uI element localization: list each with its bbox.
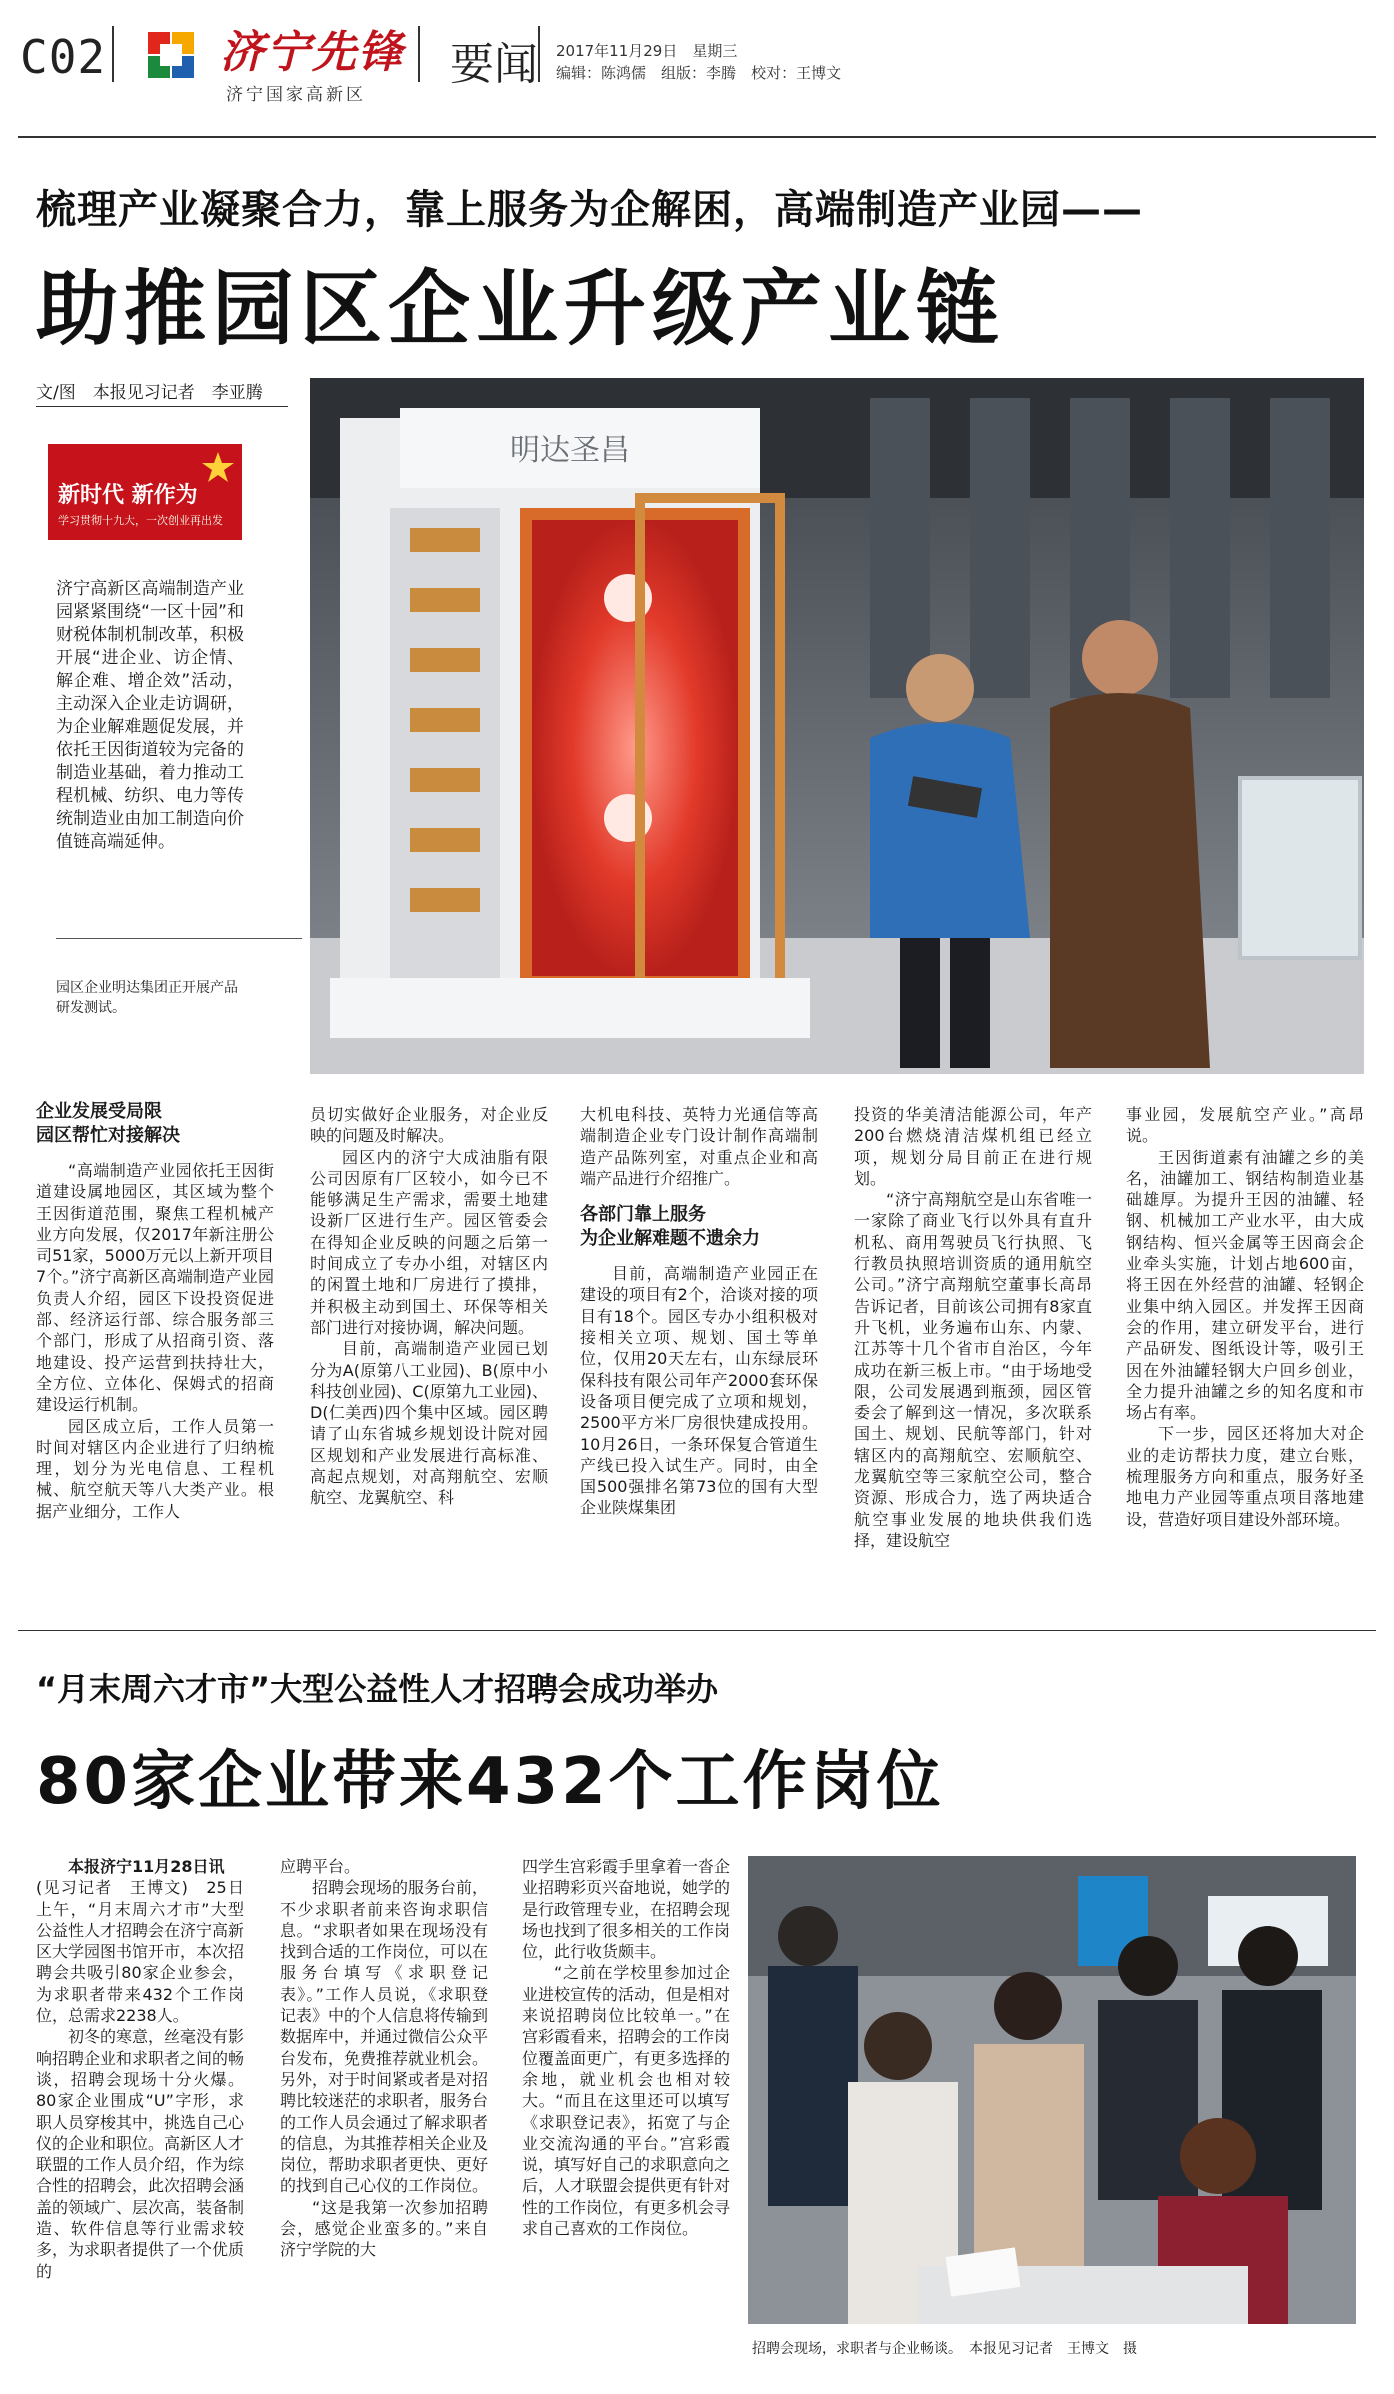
lead-rule [56, 938, 302, 939]
paragraph: 园区成立后，工作人员第一时间对辖区内企业进行了归纳梳理，划分为光电信息、工程机械、航空航天等八大类产业。根据产业细分，工作人 [36, 1416, 274, 1521]
dateline [556, 40, 737, 61]
byline-rule [36, 406, 288, 407]
paragraph: 投资的华美清洁能源公司，年产200台燃烧清洁煤机组已经立项，规划分局目前正在进行规划。 [854, 1105, 1092, 1188]
banner-subtitle: 学习贯彻十九大，一次创业再出发 [58, 514, 223, 527]
divider [418, 26, 420, 82]
job-fair-photo [748, 1856, 1356, 2324]
article1-kicker: 梳理产业凝聚合力，靠上服务为企解困，高端制造产业园—— [36, 187, 1143, 233]
article1-subhead-2: 各部门靠上服务 为企业解难题不遗余力 [580, 1204, 760, 1250]
article1-photo [310, 378, 1364, 1074]
article1-byline: 文/图 本报见习记者 李亚腾 [36, 383, 263, 403]
product-testing-photo [310, 378, 1364, 1074]
star-icon [200, 450, 236, 486]
weekday: 星期三 [692, 42, 738, 60]
article2-column-2 [280, 1856, 488, 2261]
article1-lead: 济宁高新区高端制造产业园紧紧围绕“一区十园”和财税体制机制改革，积极开展“进企业、访企情、解企难、增企效”活动，主动深入企业走访调研，为企业解难题促发展，并依托王因街道较为完备的制造业基础，着力推动工程机械、纺织、电力等传统制造业由加工制造向价值链高端延伸。 [56, 579, 244, 852]
paragraph: 招聘会现场的服务台前，不少求职者前来咨询求职信息。“求职者如果在现场没有找到合适的工作岗位，可以在服务台填写《求职登记表》。”工作人员说，《求职登记表》中的个人信息将传输到数据库中，并通过微信公众平台发布，免费推荐就业机会。另外，对于时间紧或者是对招聘比较迷茫的求职者，服务台的工作人员会通过了解求职者的信息，为其推荐相关企业及岗位，帮助求职者更快、更好的找到自己心仪的工作岗位。 [280, 1878, 489, 2196]
paragraph: “这是我第一次参加招聘会，感觉企业蛮多的。”来自济宁学院的大 [280, 2197, 488, 2260]
article1-column-2 [310, 1104, 548, 1509]
divider [112, 26, 114, 82]
paragraph: 目前，高端制造产业园正在建设的项目有2个，洽谈对接的项目有18个。园区专办小组积极对接相关立项、规划、国土等单位，仅用20天左右，山东绿辰环保科技有限公司年产2000套环保设备项目便完成了立项和规划，2500平方米厂房很快建成投用。10月26日，一条环保复合管道生产线已投入试生产。同时，由全国500强排名第73位的国有大型企业陕煤集团 [580, 1264, 818, 1518]
paragraph: 初冬的寒意，丝毫没有影响招聘企业和求职者之间的畅谈，招聘会现场十分火爆。80家企业围成“U”字形，求职人员穿梭其中，挑选自己心仪的企业和职位。高新区人才联盟的工作人员介绍，作为综合性的招聘会，此次招聘会涵盖的领域广、层次高，装备制造、软件信息等行业需求较多，为求职者提供了一个优质的 [36, 2027, 245, 2281]
proofreader: 校对：王博文 [751, 64, 842, 82]
paragraph: 大机电科技、英特力光通信等高端制造企业专门设计制作高端制造产品陈列室，对重点企业和高端产品进行介绍推广。 [580, 1105, 818, 1188]
date: 2017年11月29日 [556, 42, 678, 60]
staff-credits [556, 62, 841, 83]
article1-column-5 [1126, 1104, 1364, 1530]
masthead [0, 0, 1394, 140]
paragraph: 园区内的济宁大成油脂有限公司因原有厂区较小，如今已不能够满足生产需求，需要土地建设新厂区进行生产。园区管委会在得知企业反映的问题之后第一时间成立了专办小组，对辖区内的闲置土地和厂房进行了摸排，并积极主动到国土、环保等相关部门进行对接协调，解决问题。 [310, 1147, 548, 1337]
section-name: 要闻 [450, 39, 538, 90]
newspaper-logo-icon [144, 28, 198, 82]
paper-name: 济宁先锋 [220, 27, 404, 78]
paragraph: 员切实做好企业服务，对企业反映的问题及时解决。 [310, 1105, 548, 1146]
article-divider [18, 1630, 1376, 1631]
paragraph: 王因街道素有油罐之乡的美名，油罐加工、钢结构制造业基础雄厚。为提升王因的油罐、轻钢、机械加工产业水平，由大成钢结构、恒兴金属等王因商会企业牵头实施，计划占地600亩，将王因在外经营的油罐、轻钢企业集中纳入园区。并发挥王因商会的作用，建立研发平台，进行产品研发、图纸设计等，吸引王因在外油罐轻钢大户回乡创业，全力提升油罐之乡的知名度和市场占有率。 [1126, 1147, 1364, 1423]
paragraph: 目前，高端制造产业园已划分为A(原第八工业园)、B(原中小科技创业园)、C(原第九工业园)、D(仁美西)四个集中区域。园区聘请了山东省城乡规划设计院对园区规划和产业发展进行高标准、高起点规划，对高翔航空、宏顺航空、龙翼航空、科 [310, 1339, 548, 1508]
paper-subtitle: 济宁国家高新区 [226, 85, 366, 105]
paragraph: “之前在学校里参加过企业进校宣传的活动，但是相对来说招聘岗位比较单一。”在宫彩霞看来，招聘会的工作岗位覆盖面更广，有更多选择的余地，就业机会也相对较大。“而且在这里还可以填写《求职登记表》，拓宽了与企业交流沟通的平台。”宫彩霞说，填写好自己的求职意向之后，人才联盟会提供更有针对性的工作岗位，有更多机会寻求自己喜欢的工作岗位。 [522, 1963, 731, 2239]
dateline: 本报济宁11月28日讯 [68, 1857, 225, 1876]
article2-photo-caption: 招聘会现场，求职者与企业畅谈。 本报见习记者 王博文 摄 [752, 2341, 1137, 2357]
article2-kicker: “月末周六才市”大型公益性人才招聘会成功举办 [36, 1670, 719, 1708]
article1-headline: 助推园区企业升级产业链 [36, 262, 1005, 357]
divider [538, 26, 540, 82]
layout-editor: 组版：李腾 [661, 64, 737, 82]
paragraph: 事业园，发展航空产业。”高昂说。 [1126, 1105, 1364, 1146]
paragraph: 应聘平台。 [280, 1857, 361, 1876]
masthead-rule [18, 136, 1376, 138]
paragraph: “高端制造产业园依托王因街道建设属地园区，其区域为整个王因街道范围，聚焦工程机械产业方向发展，仅2017年新注册公司51家，5000万元以上新开项目7个。”济宁高新区高端制造产业园负责人介绍，园区下设投资促进部、经济运行部、综合服务部三个部门，形成了从招商引资、落地建设、投产运营到扶持壮大，全方位、立体化、保姆式的招商建设运行机制。 [36, 1161, 274, 1415]
editor: 编辑：陈鸿儒 [556, 64, 647, 82]
article2-photo [748, 1856, 1356, 2324]
article2-column-1 [36, 1856, 244, 2282]
article1-column-1 [36, 1100, 274, 1522]
paragraph: “济宁高翔航空是山东省唯一一家除了商业飞行以外具有直升机私、商用驾驶员飞行执照、飞行教员执照培训资质的通用航空公司。”济宁高翔航空董事长高昂告诉记者，目前该公司拥有8家直升飞机，业务遍布山东、内蒙、江苏等十几个省市自治区，今年成功在新三板上市。“由于场地受限，公司发展遇到瓶颈，园区管委会了解到这一情况，多次联系国土、规划、民航等部门，针对辖区内的高翔航空、宏顺航空、龙翼航空等三家航空公司，整合资源、形成合力，选了两块适合航空事业发展的地块供我们选择，建设航空 [854, 1190, 1092, 1550]
article1-photo-caption: 园区企业明达集团正开展产品研发测试。 [56, 980, 238, 1016]
article1-subhead-1: 企业发展受局限 园区帮忙对接解决 [36, 1101, 180, 1146]
article1-column-4 [854, 1104, 1092, 1551]
paragraph: 下一步，园区还将加大对企业的走访帮扶力度，建立台账，梳理服务方向和重点，服务好圣地电力产业园等重点项目落地建设，营造好项目建设外部环境。 [1126, 1424, 1364, 1529]
article2-column-3 [522, 1856, 730, 2239]
article1-column-3 [580, 1104, 818, 1519]
photo-sign: 明达圣昌 [510, 433, 630, 468]
paragraph: 四学生宫彩霞手里拿着一沓企业招聘彩页兴奋地说，她学的是行政管理专业，在招聘会现场也找到了很多相关的工作岗位，此行收货颇丰。 [522, 1857, 731, 1962]
banner-title: 新时代 新作为 [58, 483, 198, 508]
page-number: C02 [20, 30, 107, 84]
article2-headline: 80家企业带来432个工作岗位 [36, 1745, 944, 1819]
paragraph: (见习记者 王博文) 25日上午，“月末周六才市”大型公益性人才招聘会在济宁高新区大学园图书馆开市，本次招聘会共吸引80家企业参会，为求职者带来432个工作岗位，总需求2238人。 [36, 1878, 245, 2026]
